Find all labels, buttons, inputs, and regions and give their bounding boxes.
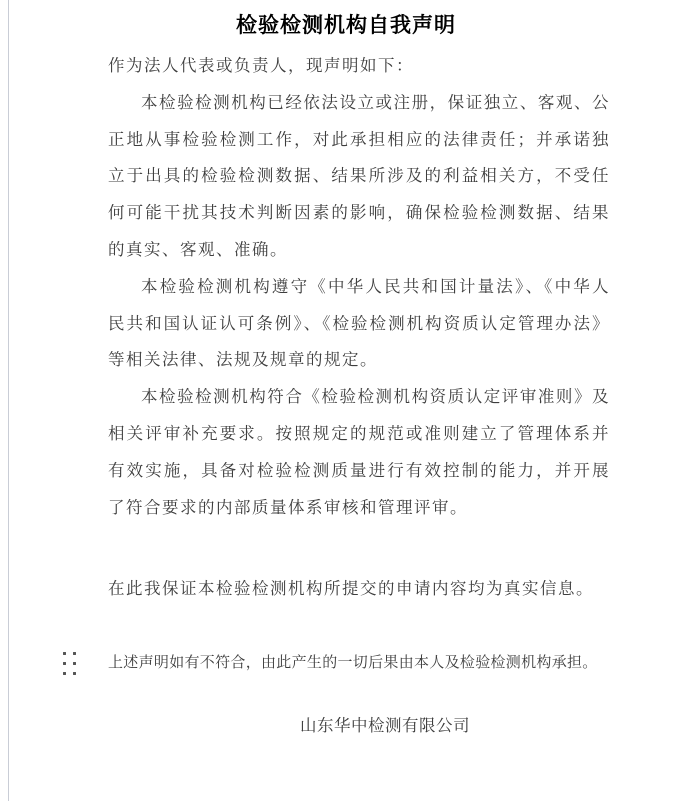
drag-handle-dot <box>73 662 76 665</box>
paragraph-intro: 作为法人代表或负责人，现声明如下： <box>108 56 414 75</box>
paragraph-liability: 上述声明如有不符合，由此产生的一切后果由本人及检验检测机构承担。 <box>108 655 598 672</box>
drag-handle-icon[interactable] <box>63 652 76 675</box>
signature-company-name: 山东华中检测有限公司 <box>300 715 470 735</box>
document-body <box>108 48 610 745</box>
drag-handle-dot <box>63 652 66 655</box>
paragraph-guarantee: 在此我保证本检验检测机构所提交的申请内容均为真实信息。 <box>108 579 594 599</box>
drag-handle-dot <box>63 662 66 665</box>
drag-handle-dot <box>73 652 76 655</box>
page-title: 检验检测机构自我声明 <box>236 14 456 37</box>
paragraph-independence: 本检验检测机构已经依法设立或注册，保证独立、客观、公正地从事检验检测工作，对此承担相应的法律责任；并承诺独立于出具的检验检测数据、结果所涉及的利益相关方，不受任何可能干扰其技术判断因素的影响，确保检验检测数据、结果的真实、客观、准确。 <box>108 92 610 259</box>
drag-handle-dot <box>63 672 66 675</box>
drag-handle-dot <box>73 672 76 675</box>
page-edge-line <box>8 0 9 801</box>
paragraph-management-system: 本检验检测机构符合《检验检测机构资质认定评审准则》及相关评审补充要求。按照规定的规范或准则建立了管理体系并有效实施，具备对检验检测质量进行有效控制的能力，并开展了符合要求的内部质量体系审核和管理评审。 <box>108 387 610 517</box>
paragraph-compliance: 本检验检测机构遵守《中华人民共和国计量法》、《中华人民共和国认证认可条例》、《检验检测机构资质认定管理办法》等相关法律、法规及规章的规定。 <box>108 276 610 370</box>
